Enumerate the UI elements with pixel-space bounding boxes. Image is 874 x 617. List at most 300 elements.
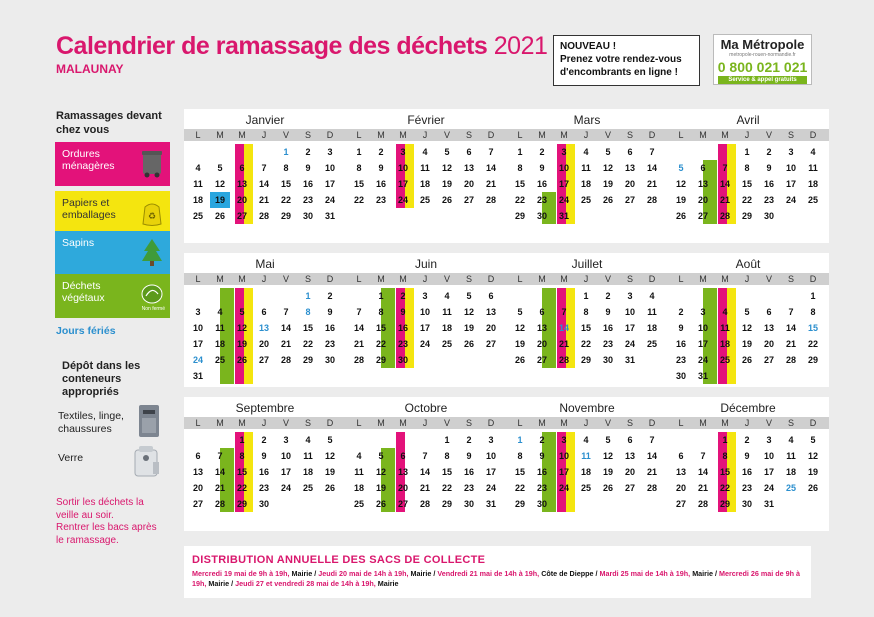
weekday-label: M: [216, 274, 224, 284]
day-cell: 18: [441, 323, 452, 333]
weekday-label: S: [626, 274, 633, 284]
day-cell: 12: [375, 467, 386, 477]
day-cell: 25: [214, 355, 225, 365]
day-cell: 19: [602, 179, 613, 189]
day-cell: 1: [517, 147, 523, 157]
day-cell: 26: [602, 483, 613, 493]
month-5: [184, 253, 346, 387]
day-cell: 12: [463, 307, 474, 317]
day-cell: 21: [697, 483, 708, 493]
day-cell: 15: [353, 179, 364, 189]
note-line: Sortir les déchets la: [56, 497, 144, 508]
day-cell: 13: [192, 467, 203, 477]
day-cell: 19: [675, 195, 686, 205]
day-cell: 22: [514, 483, 525, 493]
recycle-bag-icon: [140, 197, 164, 227]
day-cell: 3: [766, 435, 772, 445]
day-cell: 27: [763, 355, 774, 365]
distribution-date: Vendredi 21 mai de 14h à 19h,: [437, 569, 542, 578]
day-cell: 1: [810, 291, 816, 301]
day-cell: 6: [627, 435, 633, 445]
weekday-label: V: [604, 274, 611, 284]
weekday-label: D: [326, 130, 334, 140]
day-cell: 25: [192, 211, 203, 221]
day-cell: 9: [261, 451, 267, 461]
day-cell: 5: [605, 435, 611, 445]
month-name: Octobre: [404, 401, 448, 415]
day-cell: 16: [302, 179, 313, 189]
day-cell: 29: [741, 211, 752, 221]
day-cell: 19: [807, 467, 818, 477]
day-cell: 8: [239, 451, 245, 461]
day-cell: 18: [419, 179, 430, 189]
weekday-label: M: [560, 274, 568, 284]
legend-label: végétaux: [62, 292, 105, 304]
weekday-label: S: [465, 130, 472, 140]
month-name: Novembre: [559, 401, 615, 415]
day-cell: 7: [649, 147, 655, 157]
day-cell: 25: [580, 483, 591, 493]
day-cell: 31: [763, 499, 774, 509]
day-cell: 24: [624, 339, 635, 349]
day-cell: 15: [441, 467, 452, 477]
day-cell: 12: [514, 323, 525, 333]
weekday-label: M: [399, 418, 407, 428]
day-cell: 14: [646, 163, 657, 173]
weekday-label: V: [765, 418, 772, 428]
day-cell: 11: [808, 163, 818, 173]
day-cell: 2: [261, 435, 267, 445]
day-cell: 11: [442, 307, 452, 317]
legend-label: Papiers et: [62, 197, 110, 209]
commune-name: MALAUNAY: [56, 62, 124, 76]
day-cell: 1: [744, 147, 750, 157]
day-cell: 12: [602, 451, 613, 461]
day-cell: 6: [766, 307, 772, 317]
legend-label: Sapins: [62, 237, 95, 249]
day-cell: 11: [581, 451, 591, 461]
weekday-label: V: [604, 130, 611, 140]
distribution-panel: [184, 546, 811, 598]
legend-sapins: [55, 231, 170, 275]
day-cell: 3: [400, 147, 406, 157]
day-cell: 20: [697, 195, 708, 205]
day-cell: 1: [444, 435, 450, 445]
day-cell: 12: [602, 163, 613, 173]
day-cell: 25: [785, 483, 796, 493]
day-cell: 26: [375, 499, 386, 509]
day-cell: 1: [239, 435, 245, 445]
weekday-label: V: [604, 418, 611, 428]
day-cell: 2: [378, 147, 384, 157]
day-cell: 19: [210, 192, 230, 208]
nouveau-line: d'encombrants en ligne !: [560, 67, 678, 78]
day-cell: 23: [536, 483, 547, 493]
weekday-label: D: [648, 418, 656, 428]
weekday-label: V: [443, 130, 450, 140]
day-cell: 15: [280, 179, 291, 189]
day-cell: 17: [697, 339, 708, 349]
day-cell: 24: [558, 483, 569, 493]
day-cell: 6: [261, 307, 267, 317]
day-cell: 3: [700, 307, 706, 317]
day-cell: 16: [602, 323, 613, 333]
day-cell: 12: [807, 451, 818, 461]
day-cell: 28: [646, 483, 657, 493]
day-cell: 17: [785, 179, 796, 189]
day-cell: 30: [397, 355, 408, 365]
day-cell: 30: [602, 355, 613, 365]
weekday-label: S: [787, 418, 794, 428]
day-cell: 11: [354, 467, 364, 477]
day-cell: 18: [214, 339, 225, 349]
month-9: [184, 397, 346, 531]
day-cell: 15: [719, 467, 730, 477]
weekday-label: M: [216, 418, 224, 428]
day-cell: 21: [558, 339, 569, 349]
svg-text:♻: ♻: [147, 211, 157, 221]
distribution-date: Jeudi 20 mai de 14h à 19h,: [318, 569, 411, 578]
legend-title-line: chez vous: [56, 124, 110, 136]
day-cell: 22: [353, 195, 364, 205]
weekday-label: S: [787, 130, 794, 140]
day-cell: 22: [441, 483, 452, 493]
weekday-label: M: [399, 130, 407, 140]
legend-tag: Non fermé: [141, 306, 165, 312]
weekday-label: J: [261, 274, 267, 284]
day-cell: 31: [697, 371, 708, 381]
day-cell: 26: [324, 483, 335, 493]
trash-bin-icon: [140, 148, 164, 178]
weekday-label: L: [195, 130, 201, 140]
day-cell: 21: [785, 339, 796, 349]
day-cell: 12: [741, 323, 752, 333]
day-cell: 5: [444, 147, 450, 157]
day-cell: 17: [558, 467, 569, 477]
day-cell: 4: [444, 291, 450, 301]
day-cell: 24: [485, 483, 496, 493]
day-cell: 27: [624, 195, 635, 205]
day-cell: 1: [356, 147, 362, 157]
day-cell: 14: [719, 179, 730, 189]
nouveau-box[interactable]: [553, 35, 700, 86]
day-cell: 9: [605, 307, 611, 317]
weekday-label: V: [765, 274, 772, 284]
day-cell: 2: [539, 435, 545, 445]
verre-label: Verre: [58, 452, 84, 464]
day-cell: 20: [624, 179, 635, 189]
textiles-label: [58, 410, 124, 436]
day-cell: 27: [397, 499, 408, 509]
day-cell: 30: [324, 355, 335, 365]
day-cell: 23: [602, 339, 613, 349]
day-cell: 21: [353, 339, 364, 349]
day-cell: 18: [785, 467, 796, 477]
day-cell: 25: [719, 355, 730, 365]
day-cell: 4: [217, 307, 223, 317]
day-cell: 25: [646, 339, 657, 349]
day-cell: 25: [441, 339, 452, 349]
day-cell: 18: [646, 323, 657, 333]
weekday-label: S: [465, 274, 472, 284]
day-cell: 30: [302, 211, 313, 221]
day-cell: 19: [441, 179, 452, 189]
day-cell: 24: [558, 195, 569, 205]
legend-label: Ordures: [62, 148, 100, 160]
day-cell: 28: [258, 211, 269, 221]
weekday-label: M: [699, 130, 707, 140]
day-cell: 27: [675, 499, 686, 509]
distribution-place: Mairie: [377, 579, 399, 588]
day-cell: 2: [678, 307, 684, 317]
legend-title: [56, 109, 162, 137]
day-cell: 10: [419, 307, 430, 317]
day-cell: 7: [722, 163, 728, 173]
day-cell: 14: [697, 467, 708, 477]
fir-tree-icon: [140, 237, 164, 267]
weekday-label: M: [399, 274, 407, 284]
day-cell: 10: [324, 163, 335, 173]
day-cell: 2: [766, 147, 772, 157]
weekday-header: [345, 417, 507, 429]
textile-container-icon: [138, 404, 160, 438]
day-cell: 22: [280, 195, 291, 205]
day-cell: 11: [420, 163, 430, 173]
day-cell: 4: [810, 147, 816, 157]
day-cell: 23: [258, 483, 269, 493]
weekday-label: S: [626, 130, 633, 140]
weekday-label: L: [517, 418, 523, 428]
day-cell: 5: [217, 163, 223, 173]
day-cell: 27: [624, 483, 635, 493]
day-cell: 25: [580, 195, 591, 205]
day-cell: 29: [236, 499, 247, 509]
day-cell: 27: [258, 355, 269, 365]
day-cell: 26: [236, 355, 247, 365]
day-cell: 8: [517, 451, 523, 461]
day-cell: 24: [763, 483, 774, 493]
day-cell: 13: [624, 451, 635, 461]
day-cell: 7: [561, 307, 567, 317]
weekday-label: J: [744, 274, 750, 284]
day-cell: 28: [697, 499, 708, 509]
day-cell: 20: [485, 323, 496, 333]
weekday-label: V: [443, 274, 450, 284]
weekday-label: S: [304, 418, 311, 428]
day-cell: 2: [305, 147, 311, 157]
day-cell: 5: [239, 307, 245, 317]
day-cell: 6: [700, 163, 706, 173]
weekday-label: L: [356, 130, 362, 140]
day-cell: 18: [353, 483, 364, 493]
day-cell: 8: [744, 163, 750, 173]
day-cell: 11: [303, 451, 313, 461]
weekday-label: J: [422, 130, 428, 140]
day-cell: 9: [327, 307, 333, 317]
month-name: Décembre: [720, 401, 776, 415]
day-cell: 18: [807, 179, 818, 189]
day-cell: 26: [741, 355, 752, 365]
day-cell: 24: [324, 195, 335, 205]
day-cell: 14: [485, 163, 496, 173]
day-cell: 15: [236, 467, 247, 477]
day-cell: 12: [324, 451, 335, 461]
weekday-label: M: [538, 274, 546, 284]
day-cell: 23: [741, 483, 752, 493]
day-cell: 23: [375, 195, 386, 205]
day-cell: 4: [356, 451, 362, 461]
day-cell: 10: [558, 163, 569, 173]
day-cell: 2: [744, 435, 750, 445]
month-11: [506, 397, 668, 531]
day-cell: 14: [258, 179, 269, 189]
day-cell: 16: [324, 323, 335, 333]
day-cell: 31: [192, 371, 203, 381]
distribution-date: Mercredi 19 mai de 9h à 19h,: [192, 569, 292, 578]
month-3: [506, 109, 668, 243]
day-cell: 17: [485, 467, 496, 477]
day-cell: 10: [192, 323, 203, 333]
weekday-label: J: [744, 418, 750, 428]
weekday-label: M: [560, 130, 568, 140]
month-8: [667, 253, 829, 387]
day-cell: 17: [763, 467, 774, 477]
weekday-label: L: [195, 418, 201, 428]
weekday-label: V: [443, 418, 450, 428]
day-cell: 22: [580, 339, 591, 349]
day-cell: 8: [305, 307, 311, 317]
day-cell: 3: [283, 435, 289, 445]
day-cell: 28: [419, 499, 430, 509]
day-cell: 21: [280, 339, 291, 349]
day-cell: 22: [302, 339, 313, 349]
day-cell: 4: [583, 435, 589, 445]
day-cell: 15: [302, 323, 313, 333]
day-cell: 17: [192, 339, 203, 349]
day-cell: 21: [646, 467, 657, 477]
month-2: [345, 109, 507, 243]
weekday-label: V: [765, 130, 772, 140]
day-cell: 1: [722, 435, 728, 445]
day-cell: 16: [675, 339, 686, 349]
weekday-label: L: [356, 418, 362, 428]
day-cell: 13: [397, 467, 408, 477]
day-cell: 30: [536, 499, 547, 509]
day-cell: 29: [514, 211, 525, 221]
day-cell: 22: [236, 483, 247, 493]
weekday-label: M: [377, 274, 385, 284]
weekday-label: D: [326, 418, 334, 428]
day-cell: 13: [258, 323, 269, 333]
metropole-phone: 0 800 021 021: [717, 59, 808, 75]
day-cell: 26: [463, 339, 474, 349]
weekday-label: M: [238, 418, 246, 428]
month-name: Août: [735, 257, 761, 271]
day-cell: 7: [217, 451, 223, 461]
depot-line: conteneurs: [62, 373, 122, 385]
day-cell: 12: [214, 179, 225, 189]
day-cell: 24: [192, 355, 203, 365]
day-cell: 29: [280, 211, 291, 221]
day-cell: 10: [697, 323, 708, 333]
day-cell: 19: [602, 467, 613, 477]
weekday-label: D: [809, 418, 817, 428]
day-cell: 20: [236, 195, 247, 205]
day-cell: 3: [788, 147, 794, 157]
day-cell: 15: [807, 323, 818, 333]
day-cell: 15: [514, 179, 525, 189]
day-cell: 29: [302, 355, 313, 365]
depot-line: Dépôt dans les: [62, 360, 141, 372]
day-cell: 18: [302, 467, 313, 477]
legend-title-line: Ramassages devant: [56, 110, 162, 122]
weekday-header: [506, 129, 668, 141]
page-title: [56, 32, 547, 61]
day-cell: 9: [539, 451, 545, 461]
month-name: Mai: [255, 257, 275, 271]
day-cell: 12: [675, 179, 686, 189]
day-cell: 7: [356, 307, 362, 317]
day-cell: 6: [466, 147, 472, 157]
day-cell: 5: [517, 307, 523, 317]
weekday-label: L: [517, 274, 523, 284]
day-cell: 21: [258, 195, 269, 205]
day-cell: 28: [785, 355, 796, 365]
legend-ordures: [55, 142, 170, 186]
day-cell: 9: [378, 163, 384, 173]
day-cell: 26: [602, 195, 613, 205]
metropole-logo: [713, 34, 812, 85]
day-cell: 22: [741, 195, 752, 205]
day-cell: 9: [400, 307, 406, 317]
month-10: [345, 397, 507, 531]
day-cell: 29: [441, 499, 452, 509]
day-cell: 14: [280, 323, 291, 333]
depot-line: appropriés: [62, 386, 119, 398]
day-cell: 17: [558, 179, 569, 189]
day-cell: 18: [719, 339, 730, 349]
day-cell: 2: [327, 291, 333, 301]
day-cell: 6: [678, 451, 684, 461]
day-cell: 8: [583, 307, 589, 317]
day-cell: 23: [763, 195, 774, 205]
weekday-label: V: [282, 418, 289, 428]
day-cell: 10: [624, 307, 635, 317]
day-cell: 27: [192, 499, 203, 509]
distribution-place: Côte de Dieppe /: [541, 569, 600, 578]
day-cell: 17: [419, 323, 430, 333]
distribution-place: Mairie /: [410, 569, 438, 578]
day-cell: 23: [397, 339, 408, 349]
weekday-header: [184, 417, 346, 429]
day-cell: 22: [375, 339, 386, 349]
day-cell: 14: [214, 467, 225, 477]
day-cell: 1: [517, 435, 523, 445]
jours-feries-label: Jours fériés: [56, 325, 116, 337]
day-cell: 6: [488, 291, 494, 301]
day-cell: 14: [646, 451, 657, 461]
day-cell: 24: [280, 483, 291, 493]
weekday-label: J: [583, 130, 589, 140]
instructions-note: [56, 497, 157, 547]
weekday-label: L: [678, 130, 684, 140]
day-cell: 11: [786, 451, 796, 461]
month-name: Février: [407, 113, 445, 127]
note-line: le ramassage.: [56, 534, 119, 546]
day-cell: 18: [580, 179, 591, 189]
weekday-label: M: [377, 130, 385, 140]
day-cell: 12: [441, 163, 452, 173]
